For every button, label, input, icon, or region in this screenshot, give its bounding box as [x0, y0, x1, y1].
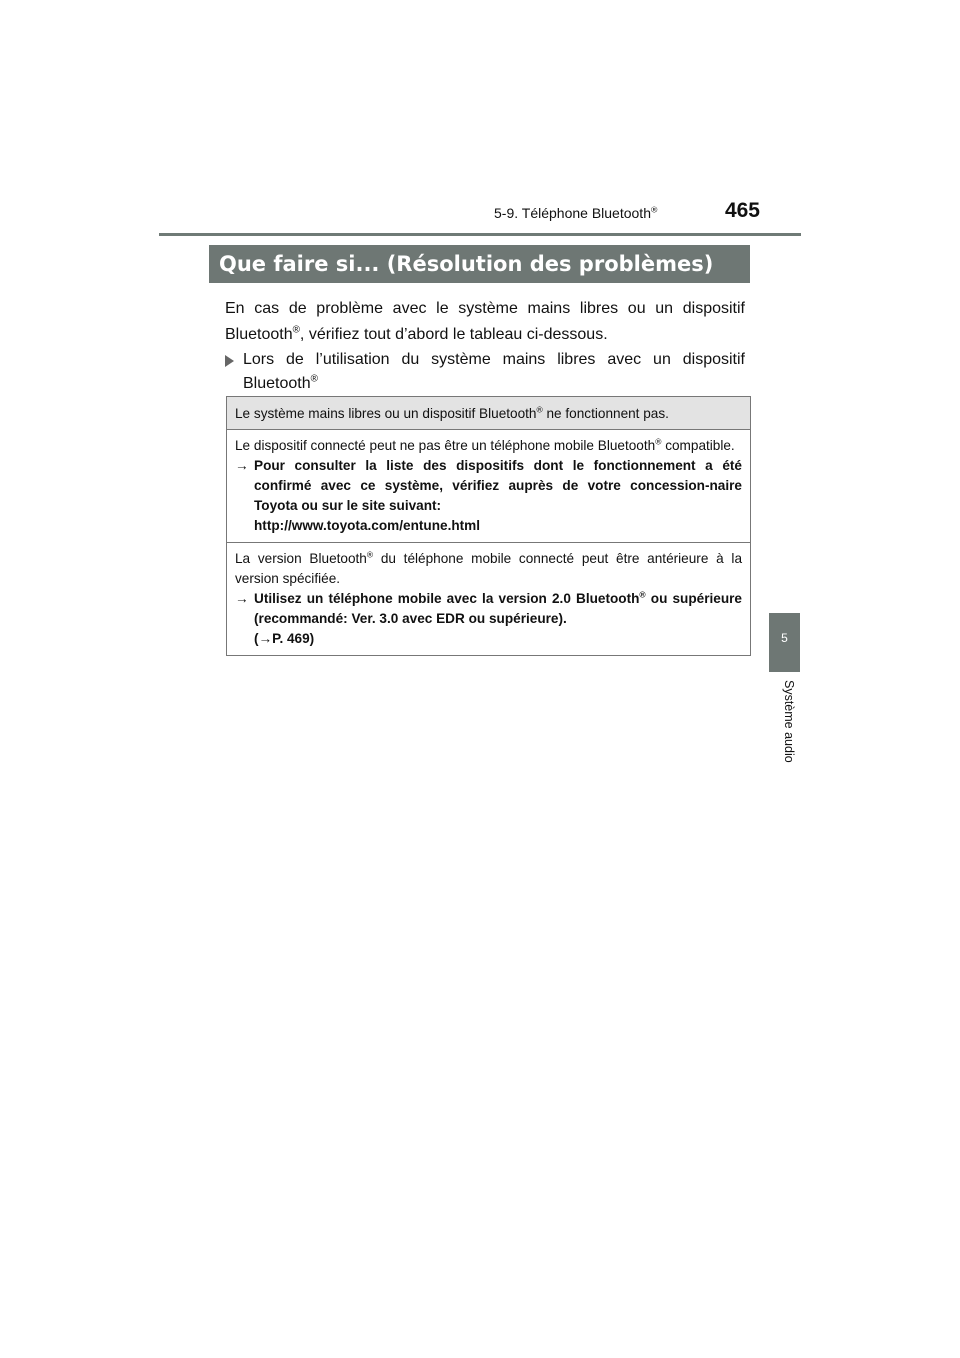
registered-mark: ® [650, 204, 658, 215]
chapter-label: Système audio [782, 680, 796, 763]
solution-text: → Utilisez un téléphone mobile avec la version 2.0 Bluetooth® ou supérieure (recommandé: Ver. 3.0 avec EDR ou supérieure). (→P. 469) [235, 589, 742, 646]
header-divider [159, 233, 801, 236]
registered-mark: ® [655, 436, 662, 447]
table-row [227, 542, 750, 655]
table-row [227, 430, 750, 542]
registered-mark: ® [366, 549, 374, 560]
cause-text: Le dispositif connecté peut ne pas être un téléphone mobile Bluetooth® compatible. [235, 436, 735, 453]
page-reference: (→P. 469) [254, 631, 315, 646]
section-title: 5-9. Téléphone Bluetooth® [494, 204, 658, 221]
table-header: Le système mains libres ou un dispositif Bluetooth® ne fonctionnent pas. [227, 397, 750, 430]
arrow-icon: → [235, 591, 249, 606]
chapter-number: 5 [781, 631, 788, 645]
chapter-tab [769, 613, 800, 672]
registered-mark: ® [536, 404, 543, 415]
section-heading: Que faire si... (Résolution des problèmes) [209, 245, 750, 283]
registered-mark: ® [292, 324, 300, 336]
arrow-icon: → [258, 631, 273, 646]
website-url: http://www.toyota.com/entune.html [254, 518, 481, 533]
triangle-bullet-icon [225, 355, 234, 367]
registered-mark: ® [639, 589, 646, 600]
bullet-text: Lors de l’utilisation du système mains libres avec un dispositif Bluetooth® [243, 351, 745, 392]
arrow-icon: → [235, 458, 249, 473]
registered-mark: ® [310, 373, 318, 385]
intro-paragraph: En cas de problème avec le système mains libres ou un dispositif Bluetooth®, vérifiez tout d’abord le tableau ci-dessous. [225, 300, 745, 343]
solution-text: → Pour consulter la liste des dispositifs dont le fonctionnement a été confirmé avec ce système, vérifiez auprès de votre concession-naire Toyota ou sur le site suivant: http://www.toyota.com/entune.html [235, 456, 742, 536]
troubleshooting-table [226, 396, 751, 656]
cause-text: La version Bluetooth® du téléphone mobile connecté peut être antérieure à la version spécifiée. [235, 549, 742, 586]
page-number: 465 [724, 199, 760, 222]
subsection-bullet [225, 348, 745, 396]
